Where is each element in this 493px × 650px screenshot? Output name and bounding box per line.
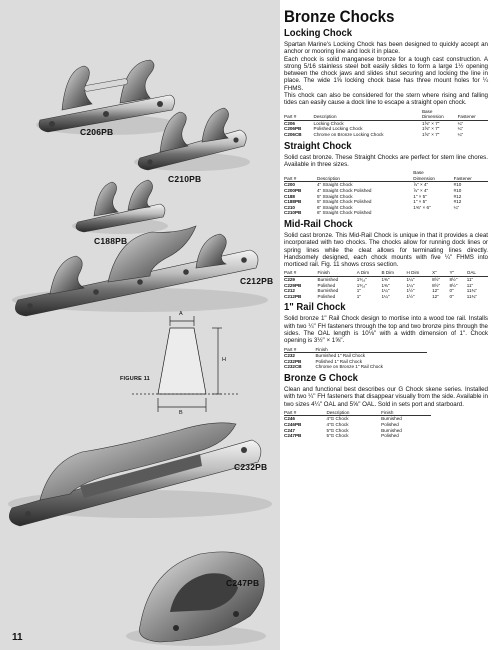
label-c212pb: C212PB (240, 276, 274, 286)
part-number-cell: C188PB (284, 199, 302, 205)
table-cell: 4"G Chock (326, 416, 349, 422)
table-header-cell: Finish (315, 347, 426, 353)
part-number-cell: C232 (284, 353, 295, 359)
table-cell: 1¼" (406, 277, 415, 283)
table-cell: 0" (449, 293, 454, 299)
part-number-cell: C247 (284, 427, 295, 433)
figure-11-caption: FIGURE 11 (120, 376, 150, 382)
table-header-cell: Dimension (422, 114, 458, 120)
table-header-cell: X" (432, 270, 449, 276)
table-cell: Polished (381, 422, 399, 428)
figure-dim-b: B (179, 410, 183, 416)
table-cell: Burnished (317, 288, 339, 294)
table-cell: Polished Locking Chock (313, 126, 363, 132)
table-cell: 1¼" (381, 293, 390, 299)
table-cell: 8½" (449, 282, 458, 288)
table-header-cell: Part # (284, 176, 317, 182)
g-chock-spec-table (284, 410, 431, 439)
table-header-cell: Description (326, 410, 381, 416)
table-cell: 1" × 5" (413, 193, 427, 199)
table-header-cell: Part # (284, 347, 315, 353)
table-header-cell: H Dim (407, 270, 433, 276)
table-header-cell: Part # (284, 410, 326, 416)
table-header-cell: Part # (284, 270, 318, 276)
heading-midrail-chock: Mid-Rail Chock (284, 218, 353, 230)
table-cell: Chrome on Bronze 1" Rail Chock (315, 364, 383, 370)
part-number-cell: C206PB (284, 126, 302, 132)
table-cell: Burnished (381, 416, 402, 422)
table-header-cell: Part # (284, 114, 314, 120)
table-cell: 1⁵⁄₁₆" (356, 277, 368, 283)
table-header-cell: Description (314, 114, 422, 120)
heading-straight-chock: Straight Chock (284, 140, 352, 152)
heading-locking-chock: Locking Chock (284, 28, 353, 39)
part-number-cell: C246 (284, 416, 295, 422)
table-cell: 4"G Chock (326, 422, 349, 428)
part-number-cell: C247PB (284, 433, 302, 439)
product-text-column (284, 8, 488, 442)
chock-photo-c247pb (126, 552, 266, 646)
label-c206pb: C206PB (80, 127, 114, 137)
table-cell: 8½" (432, 277, 441, 283)
table-cell: Burnished 1" Rail Chock (315, 353, 366, 359)
heading-rail-chock: 1" Rail Chock (284, 302, 346, 314)
table-cell: 1¼" (381, 288, 390, 294)
page-number: 11 (12, 632, 23, 643)
locking-paragraph-2: Each chock is solid manganese bronze for a tough cast construction. A strong 5/16 stainless steel bolt easily slides to form a large 1½ opening between the chock jaws and slides shut securing and locking the line in place. The wide 1⅝ locking chock base has three mount holes for ¼ FHMS. (284, 55, 488, 92)
table-header-cell: Description (317, 176, 413, 182)
table-row (284, 210, 488, 216)
page-title: Bronze Chocks (284, 8, 395, 26)
part-number-cell: C206CB (284, 132, 302, 138)
straight-spec-table (284, 170, 488, 216)
label-c210pb: C210PB (168, 174, 202, 184)
table-cell: ⅞" × 4" (413, 182, 429, 188)
table-row (284, 294, 488, 300)
table-header-cell: Finish (381, 410, 431, 416)
table-cell: 5"G Chock (326, 427, 349, 433)
table-header-cell: Finish (318, 270, 357, 276)
table-header-cell: OAL (467, 270, 488, 276)
table-cell: Chrome on Bronze Locking Chock (313, 132, 384, 138)
table-cell: Polished (317, 293, 336, 299)
label-c188pb: C188PB (94, 236, 128, 246)
table-header-cell: A Dim (357, 270, 382, 276)
table-cell: #10 (453, 182, 462, 188)
table-cell: 1" × 5" (413, 199, 427, 205)
table-cell: 11¾" (466, 293, 478, 299)
table-cell: 1¼" (406, 282, 415, 288)
table-cell: ¼" (453, 204, 460, 210)
table-cell: 1⅝" × 7" (421, 126, 440, 132)
table-cell: 5" Straight Chock (317, 193, 353, 199)
table-cell: 1⅜" (381, 277, 390, 283)
table-cell (413, 210, 453, 216)
g-chock-paragraph: Clean and functional best describes our G Chock skene series. Installed with two ¼" FH fasteners that disappear visually from the side. Available in two sizes 4¼" OAL and 5⅝" OAL. Sold in sets port and starboard. (284, 386, 488, 408)
part-number-cell: C232PB (284, 358, 302, 364)
part-number-cell: C206 (284, 120, 295, 126)
part-number-cell: C200PB (284, 188, 302, 194)
table-header-top-cell: Base (413, 170, 424, 176)
table-cell: Polished (381, 433, 399, 439)
table-cell: 12" (432, 288, 439, 294)
label-c232pb: C232PB (234, 462, 268, 472)
figure-dim-a: A (179, 311, 183, 317)
table-cell: 5" Straight Chock Polished (317, 199, 372, 205)
table-cell (454, 210, 488, 216)
table-header-cell: Fastener (458, 114, 488, 120)
table-row (284, 433, 431, 439)
table-header-cell: Dimension (413, 176, 453, 182)
part-number-cell: C212 (284, 288, 295, 294)
table-cell: 6" Straight Chock (317, 204, 353, 210)
chock-photo-c212pb (12, 226, 268, 316)
locking-paragraph-3: This chock can also be considered for the stern where rising and falling tides can easily cause a dock line to escape a straight open chock. (284, 92, 488, 107)
table-cell: Polished (317, 282, 336, 288)
table-header-cell: B Dim (381, 270, 406, 276)
table-cell: 1" (356, 288, 361, 294)
table-cell: #12 (453, 199, 462, 205)
table-cell: 1⅝" × 7" (421, 132, 440, 138)
table-cell: 1⁵⁄₁₆" (356, 282, 368, 288)
part-number-cell: C210 (284, 204, 295, 210)
table-row (284, 364, 427, 370)
table-cell: 5"G Chock (326, 433, 349, 439)
table-cell: 4" Straight Chock (317, 182, 353, 188)
locking-spec-table (284, 109, 488, 138)
chock-photo-c188pb (72, 180, 168, 234)
table-row (284, 132, 488, 138)
part-number-cell: C210PB (284, 210, 302, 216)
table-cell: 1⅝" × 7" (421, 120, 440, 126)
rail-spec-table (284, 347, 427, 370)
table-cell: 11" (466, 282, 474, 288)
chock-photo-c206pb (36, 60, 180, 135)
part-number-cell: C229PB (284, 282, 302, 288)
table-header-cell: Fastener (454, 176, 488, 182)
table-cell: Burnished (381, 427, 402, 433)
table-cell: Locking Chock (313, 120, 344, 126)
table-cell: 11" (466, 277, 474, 283)
table-cell: 0" (449, 288, 454, 294)
table-cell: ¼" (457, 126, 464, 132)
table-cell: #10 (453, 188, 462, 194)
table-cell: 1½" (406, 293, 415, 299)
chock-photo-c232pb (8, 423, 272, 526)
midrail-paragraph: Solid cast bronze. This Mid-Rail Chock is unique in that it provides a cleat incorporated with two chocks. The chocks allow for running dock lines or spring lines while the cleat allows for terminating lines directly. Handsomely designed, each chock mounts with five ¼" FHMS into morticed rail. Fig. 11 shows cross section. (284, 231, 488, 269)
part-number-cell: C229 (284, 277, 295, 283)
table-header-top-cell: Base (421, 108, 433, 114)
table-cell: #12 (453, 193, 462, 199)
table-cell: Burnished (317, 277, 339, 283)
midrail-spec-table (284, 270, 488, 299)
part-number-cell: C188 (284, 193, 295, 199)
table-cell: 1⅜" (381, 282, 390, 288)
table-cell: 8½" (449, 277, 458, 283)
table-cell: 12" (432, 293, 439, 299)
table-cell: 4" Straight Chock Polished (317, 188, 372, 194)
table-cell: 6" Straight Chock Polished (317, 210, 372, 216)
figure-dim-h: H (222, 357, 227, 363)
table-cell: 1" (356, 293, 361, 299)
table-cell: ⅞" × 4" (413, 188, 429, 194)
straight-paragraph: Solid cast bronze. These Straight Chocks are perfect for stern line chores. Available in three sizes. (284, 153, 488, 168)
table-cell: ¼" (457, 120, 464, 126)
part-number-cell: C246PB (284, 422, 302, 428)
locking-paragraph-1: Spartan Marine's Locking Chock has been designed to quickly accept an anchor or mooring line and lock it in place. (284, 41, 488, 56)
table-cell: 1⅜" × 6" (413, 204, 431, 210)
table-cell: ¼" (457, 132, 464, 138)
part-number-cell: C212PB (284, 293, 302, 299)
table-header-cell: Y" (449, 270, 466, 276)
table-cell: 8½" (432, 282, 441, 288)
label-c247pb: C247PB (226, 578, 260, 588)
table-cell: 11¾" (466, 288, 478, 294)
part-number-cell: C232CB (284, 364, 302, 370)
figure-11-cross-section (132, 316, 240, 412)
table-cell: 1½" (406, 288, 415, 294)
rail-paragraph: Solid bronze 1" Rail Chock design to mortise into a wood toe rail. Installs with two ¼" FH fasteners through the top and two bronze pins through the sides. The OAL length is 10⅛" with a width dimension of 1". Chock opening is 3½" × 1⅝". (284, 315, 488, 345)
part-number-cell: C200 (284, 182, 295, 188)
heading-g-chock: Bronze G Chock (284, 373, 358, 384)
table-cell: Polished 1" Rail Chock (315, 358, 363, 364)
